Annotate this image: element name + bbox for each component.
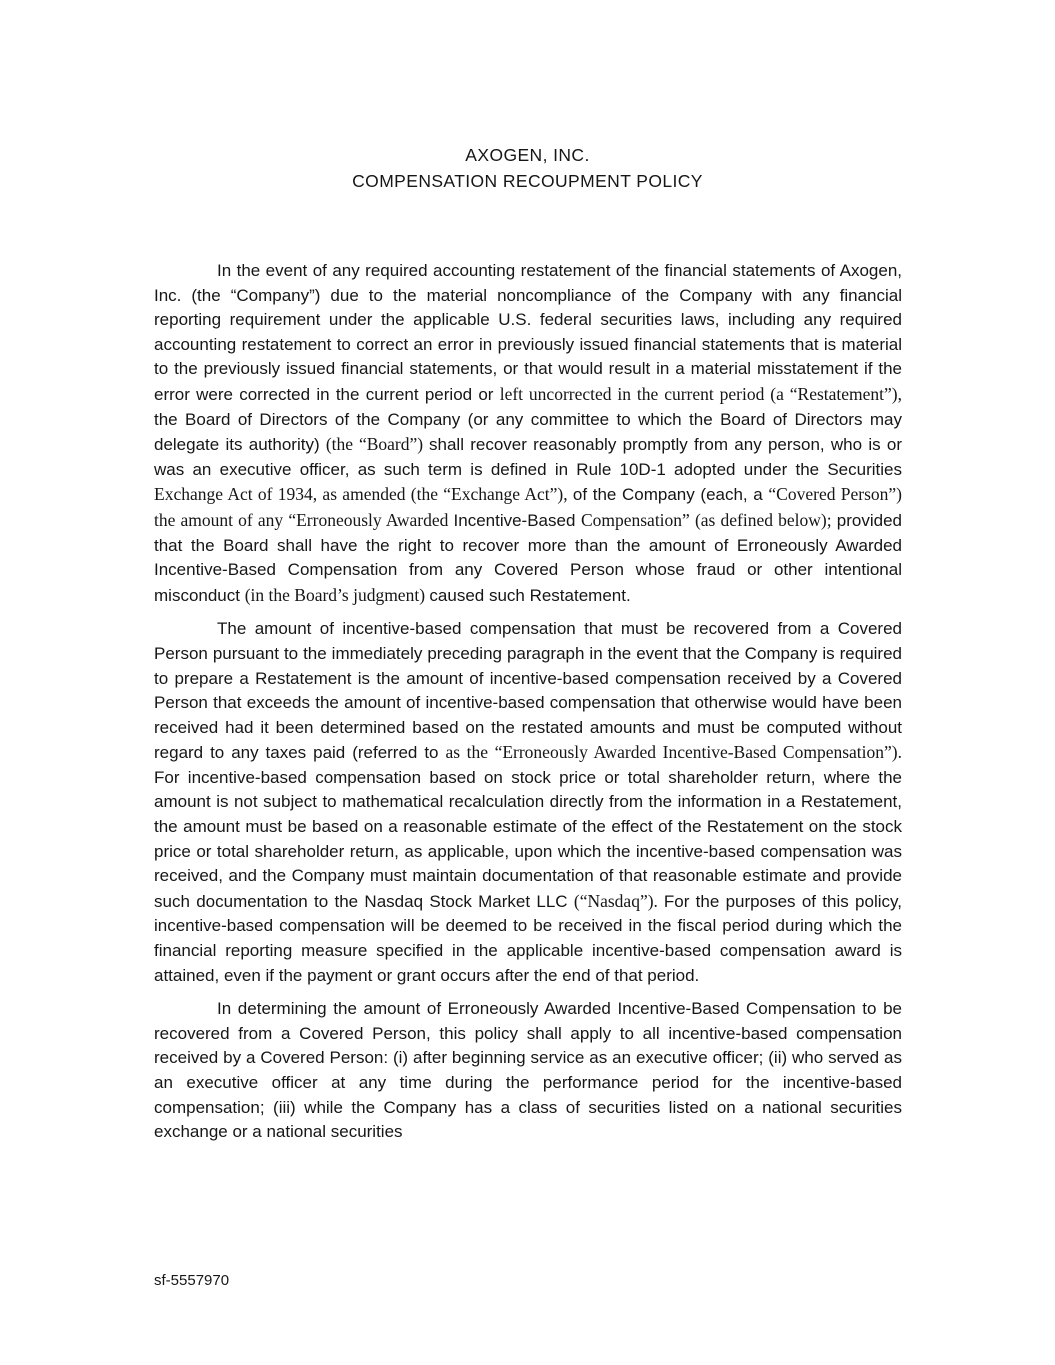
- document-footer: [154, 1272, 229, 1289]
- text-run-defined-term: (the “Board”): [325, 434, 430, 455]
- text-run-defined-term: Compensation” (as defined below);: [580, 509, 837, 530]
- text-run: caused such Restatement.: [429, 585, 631, 605]
- text-run-defined-term: “Covered Person”) the amount of any “Erroneously Awarded: [154, 484, 902, 530]
- document-body: [154, 259, 902, 1154]
- text-run: For incentive-based compensation based on stock price or total shareholder return, where the amount is not subject to mathematical recalculation directly from the information in a Restatement, the amount must be based on a reasonable estimate of the effect of the Restatement on the stock price or total shareholder return, as applicable, upon which the incentive-based compensation was received, and the Company must maintain documentation of that reasonable estimate and provide such documentation to the Nasdaq Stock Market LLC: [154, 767, 902, 911]
- text-run: Incentive-Based: [453, 510, 581, 530]
- paragraph-recovery-obligation: [154, 259, 902, 608]
- text-run: In determining the amount of Erroneously Awarded Incentive-Based Compensation to be recovered from a Covered Person, this policy shall apply to all incentive-based compensation received by a Covered Person: (i) after beginning service as an executive officer; (ii) who served as an executive officer at any time during the performance period for the incentive-based compensation; (iii) while the Company has a class of securities listed on a national securities exchange or a national securities: [154, 999, 902, 1142]
- text-run: provided that the Board shall have the right to recover more than the amount of Erroneously Awarded Incentive-Based Compensation from any Covered Person whose fraud or other intentional misconduct: [154, 510, 902, 605]
- text-run: The amount of incentive-based compensation that must be recovered from a Covered Person pursuant to the immediately preceding paragraph in the event that the Company is required to prepare a Restatement is the amount of incentive-based compensation received by a Covered Person that exceeds the amount of incentive-based compensation that otherwise would have been received had it been determined based on the restated amounts and must be computed without regard to any taxes paid (referred to: [154, 619, 902, 763]
- text-run: of the Company (each, a: [572, 485, 769, 505]
- text-run-defined-term: (in the Board’s judgment): [244, 584, 430, 605]
- text-run-defined-term: Exchange Act of 1934, as amended (the “Exchange Act”),: [154, 484, 573, 505]
- text-run: shall recover reasonably promptly from any person, who is or was an executive officer, as such term is defined in Rule 10D-1 adopted under the Securities: [154, 435, 902, 479]
- paragraph-recovery-amount: [154, 617, 902, 988]
- text-run: In the event of any required accounting restatement of the financial statements of Axogen, Inc. (the “Company”) due to the material noncompliance of the Company with any financial reporting requirement under the applicable U.S. federal securities laws, including any required accounting restatement to correct an error in previously issued financial statements that is material to the previously issued financial statements, or that would result in a material misstatement if the error were corrected in the current period or: [154, 261, 902, 404]
- text-run: For the purposes of this policy, incentive-based compensation will be deemed to be received in the fiscal period during which the financial reporting measure specified in the applicable incentive-based compensation award is attained, even if the payment or grant occurs after the end of that period.: [154, 891, 902, 985]
- document-control-number: sf-5557970: [154, 1272, 230, 1289]
- company-name: AXOGEN, INC.: [465, 145, 590, 165]
- policy-title: COMPENSATION RECOUPMENT POLICY: [352, 170, 703, 191]
- text-run: the Board of Directors of the Company (or any committee to which the Board of Directors may delegate its authority): [154, 409, 902, 455]
- text-run-defined-term: as the “Erroneously Awarded Incentive-Based Compensation”).: [445, 742, 902, 763]
- paragraph-policy-application: [154, 997, 902, 1145]
- text-run-defined-term: left uncorrected in the current period (a “Restatement”),: [499, 383, 902, 404]
- document-title: [0, 143, 1055, 194]
- text-run-defined-term: (“Nasdaq”).: [573, 890, 664, 911]
